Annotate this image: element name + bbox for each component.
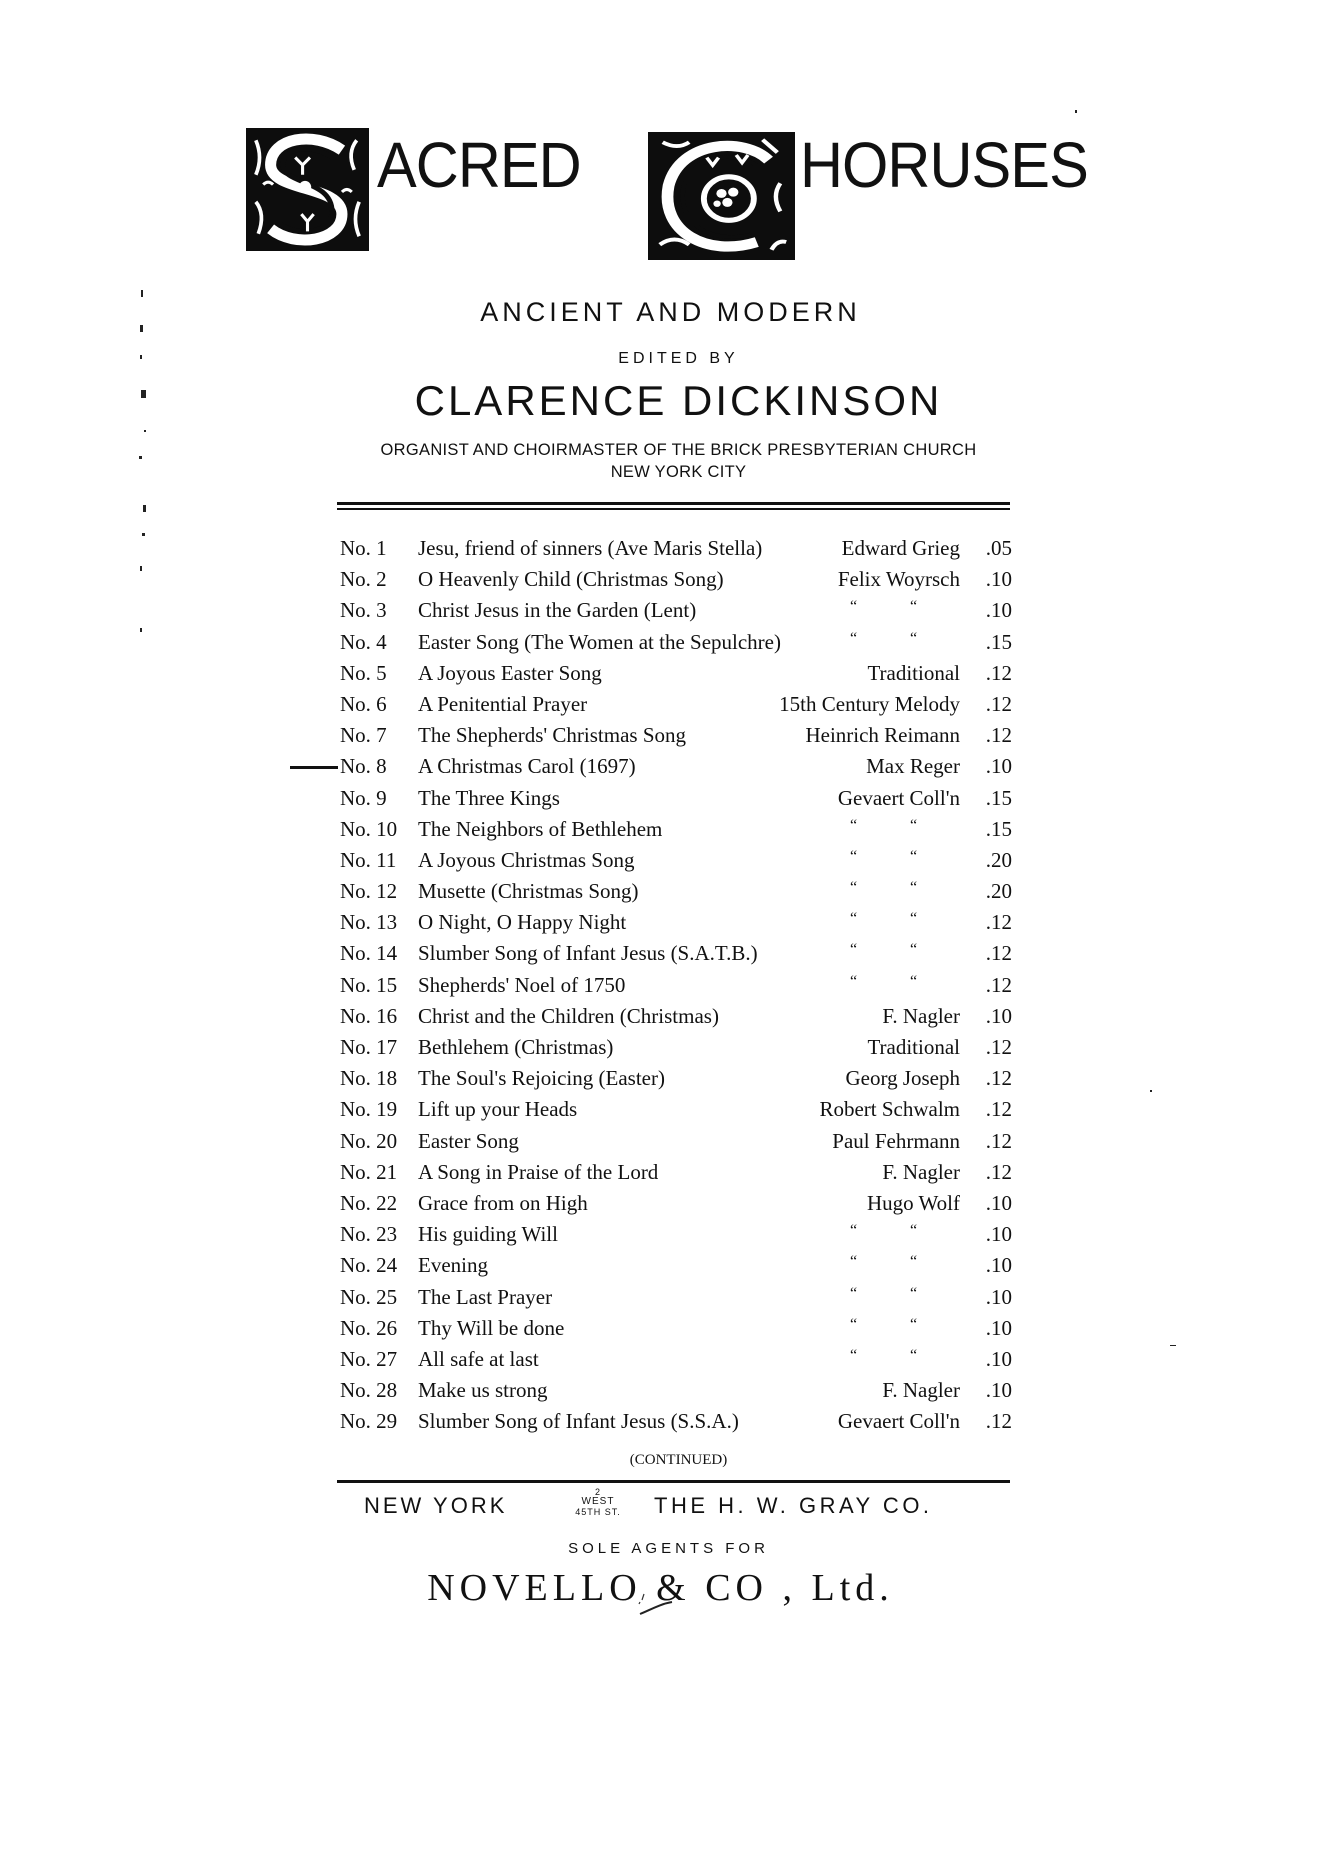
catalog-title: The Last Prayer [418, 1284, 553, 1309]
catalog-price: .15 [985, 816, 1012, 841]
ditto-mark: “ [850, 1253, 858, 1271]
catalog-price: .12 [985, 941, 1012, 966]
catalog-price: .10 [985, 1003, 1012, 1028]
agents-line: SOLE AGENTS FOR [568, 1540, 769, 1557]
ditto-mark: “ [850, 1346, 858, 1364]
agency-name: NOVELLO & CO , Ltd. [427, 1567, 894, 1609]
catalog-title: Christ Jesus in the Garden (Lent) [418, 598, 697, 623]
ditto-mark: “ [850, 598, 858, 616]
top-rule-thick [337, 502, 1010, 505]
catalog-number: No. 13 [340, 910, 398, 935]
publisher-line [360, 1487, 1010, 1533]
catalog-number: No. 8 [340, 754, 387, 779]
ditto-mark: “ [910, 598, 918, 616]
catalog-number: No. 1 [340, 536, 387, 560]
catalog-number: No. 22 [340, 1190, 398, 1215]
catalog-number: No. 28 [340, 1378, 398, 1403]
editor-name: CLARENCE DICKINSON [414, 377, 943, 424]
catalog-title: Slumber Song of Infant Jesus (S.S.A.) [418, 1409, 739, 1434]
catalog-price: .10 [985, 1190, 1012, 1215]
catalog-title: Easter Song [418, 1128, 519, 1153]
catalog-title: Lift up your Heads [418, 1097, 578, 1122]
title-word-choruses: HORUSES [800, 129, 1088, 201]
catalog-price: .12 [985, 660, 1012, 685]
ditto-mark: “ [850, 629, 858, 647]
catalog-row [340, 751, 1012, 782]
ditto-mark: “ [910, 1346, 918, 1364]
catalog-price: .12 [985, 1035, 1012, 1059]
catalog-number: No. 12 [340, 879, 398, 904]
catalog-row [340, 1063, 1012, 1094]
catalog-price: .10 [985, 1253, 1012, 1278]
catalog-title: The Shepherds' Christmas Song [418, 723, 687, 748]
catalog-list [340, 533, 1012, 1437]
catalog-row [340, 689, 1012, 720]
catalog-title: Shepherds' Noel of 1750 [418, 972, 626, 997]
decorative-initial-c [648, 132, 795, 260]
catalog-number: No. 29 [340, 1409, 398, 1434]
catalog-composer: F. Nagler [882, 1378, 960, 1403]
catalog-title: The Neighbors of Bethlehem [418, 816, 663, 841]
catalog-price: .12 [985, 723, 1012, 748]
catalog-row [340, 533, 1012, 564]
catalog-price: .12 [985, 1409, 1012, 1434]
catalog-price: .20 [985, 847, 1012, 872]
catalog-composer: 15th Century Melody [779, 691, 960, 716]
catalog-title: Easter Song (The Women at the Sepulchre) [418, 629, 781, 654]
catalog-price: .12 [985, 1128, 1012, 1153]
ditto-mark: “ [910, 972, 918, 990]
catalog-title: A Joyous Easter Song [418, 660, 602, 685]
publisher-address [558, 1487, 638, 1517]
catalog-price: .10 [985, 1222, 1012, 1247]
catalog-row [340, 1126, 1012, 1157]
catalog-title: A Christmas Carol (1697) [418, 754, 636, 779]
publisher-city: NEW YORK [364, 1493, 508, 1518]
catalog-composer: Max Reger [866, 754, 960, 779]
catalog-number: No. 16 [340, 1003, 398, 1028]
catalog-price: .15 [985, 785, 1012, 810]
catalog-number: No. 20 [340, 1128, 398, 1153]
catalog-number: No. 6 [340, 691, 387, 716]
catalog-composer: Hugo Wolf [866, 1190, 960, 1215]
catalog-number: No. 26 [340, 1315, 398, 1340]
catalog-price: .12 [985, 910, 1012, 935]
catalog-composer: Georg Joseph [845, 1066, 960, 1091]
catalog-price: .10 [985, 1378, 1012, 1403]
ditto-mark: “ [850, 879, 858, 897]
address-street: WEST [581, 1496, 615, 1507]
catalog-price: .10 [985, 1315, 1012, 1340]
catalog-price: .10 [985, 598, 1012, 623]
catalog-number: No. 24 [340, 1253, 398, 1278]
catalog-composer: F. Nagler [882, 1003, 960, 1028]
catalog-number: No. 5 [340, 660, 387, 685]
catalog-title: O Heavenly Child (Christmas Song) [418, 567, 724, 592]
ditto-mark: “ [910, 1253, 918, 1271]
ditto-mark: “ [850, 972, 858, 990]
address-avenue: 45TH ST. [575, 1507, 621, 1517]
ornament-c-icon [648, 132, 795, 260]
ditto-mark: “ [910, 847, 918, 865]
catalog-number: No. 25 [340, 1284, 398, 1309]
ornament-s-icon [246, 128, 369, 251]
publisher-name: THE H. W. GRAY CO. [654, 1493, 933, 1518]
catalog-row [340, 720, 1012, 751]
catalog-composer: Edward Grieg [841, 536, 960, 560]
catalog-row [340, 1375, 1012, 1406]
catalog-price: .12 [985, 1159, 1012, 1184]
catalog-number: No. 17 [340, 1035, 398, 1059]
pen-flourish-icon [630, 1590, 680, 1620]
catalog-number: No. 9 [340, 785, 387, 810]
ditto-mark: “ [850, 847, 858, 865]
catalog-title: Make us strong [418, 1378, 548, 1403]
ditto-mark: “ [910, 816, 918, 834]
catalog-number: No. 18 [340, 1066, 398, 1091]
catalog-row [340, 1344, 1012, 1375]
address-number: 2 [594, 1487, 601, 1497]
ditto-mark: “ [910, 941, 918, 959]
catalog-number: No. 19 [340, 1097, 398, 1122]
catalog-title: Bethlehem (Christmas) [418, 1035, 614, 1059]
ditto-mark: “ [850, 910, 858, 928]
subtitle: ANCIENT AND MODERN [480, 297, 861, 327]
ditto-mark: “ [850, 1315, 858, 1333]
bottom-rule [337, 1480, 1010, 1483]
edited-by-label: EDITED BY [618, 350, 739, 367]
catalog-price: .10 [985, 1284, 1012, 1309]
catalog-price: .12 [985, 972, 1012, 997]
catalog-composer: Heinrich Reimann [805, 723, 960, 748]
catalog-title: A Penitential Prayer [418, 691, 588, 716]
catalog-title: Jesu, friend of sinners (Ave Maris Stella) [418, 536, 763, 560]
catalog-price: .20 [985, 879, 1012, 904]
catalog-title: O Night, O Happy Night [418, 910, 627, 935]
editor-city: NEW YORK CITY [610, 463, 747, 481]
decorative-initial-s [246, 128, 369, 251]
catalog-row [340, 970, 1012, 1001]
catalog-composer: Paul Fehrmann [832, 1128, 960, 1153]
catalog-title: Grace from on High [418, 1190, 588, 1215]
ditto-mark: “ [850, 1284, 858, 1302]
catalog-number: No. 21 [340, 1159, 398, 1184]
catalog-title: All safe at last [418, 1346, 539, 1371]
catalog-number: No. 14 [340, 941, 398, 966]
catalog-title: A Joyous Christmas Song [418, 847, 635, 872]
ditto-mark: “ [910, 879, 918, 897]
catalog-number: No. 2 [340, 567, 387, 592]
catalog-price: .12 [985, 1066, 1012, 1091]
catalog-row [340, 1032, 1012, 1063]
catalog-title: Musette (Christmas Song) [418, 879, 639, 904]
catalog-price: .10 [985, 754, 1012, 779]
catalog-row [340, 1406, 1012, 1437]
catalog-price: .10 [985, 1346, 1012, 1371]
catalog-composer: Traditional [867, 1035, 960, 1059]
catalog-title: A Song in Praise of the Lord [418, 1159, 659, 1184]
catalog-price: .12 [985, 1097, 1012, 1122]
catalog-row [340, 658, 1012, 689]
catalog-price: .05 [985, 536, 1012, 560]
ditto-mark: “ [850, 1222, 858, 1240]
catalog-title: Thy Will be done [418, 1315, 565, 1340]
ditto-mark: “ [850, 816, 858, 834]
catalog-price: .12 [985, 691, 1012, 716]
catalog-number: No. 15 [340, 972, 398, 997]
catalog-title: Evening [418, 1253, 488, 1278]
ditto-mark: “ [850, 941, 858, 959]
catalog-title: His guiding Will [418, 1222, 558, 1247]
catalog-row [340, 1094, 1012, 1125]
catalog-composer: F. Nagler [882, 1159, 960, 1184]
catalog-price: .15 [985, 629, 1012, 654]
catalog-title: The Soul's Rejoicing (Easter) [418, 1066, 665, 1091]
catalog-number: No. 11 [340, 847, 397, 872]
catalog-row [340, 1157, 1012, 1188]
catalog-number: No. 27 [340, 1346, 398, 1371]
ditto-mark: “ [910, 1315, 918, 1333]
ditto-mark: “ [910, 1284, 918, 1302]
top-rule-thin [337, 508, 1010, 510]
ditto-mark: “ [910, 910, 918, 928]
catalog-title: Slumber Song of Infant Jesus (S.A.T.B.) [418, 941, 758, 966]
title-word-sacred: ACRED [377, 129, 581, 201]
catalog-number: No. 23 [340, 1222, 398, 1247]
ditto-mark: “ [910, 629, 918, 647]
editor-position: ORGANIST AND CHOIRMASTER OF THE BRICK PRESBYTERIAN CHURCH [380, 441, 977, 459]
catalog-composer: Gevaert Coll'n [837, 1409, 960, 1434]
catalog-row [340, 1001, 1012, 1032]
catalog-composer: Robert Schwalm [819, 1097, 960, 1122]
ditto-mark: “ [910, 1222, 918, 1240]
continued-label: (CONTINUED) [629, 1452, 728, 1468]
catalog-row [340, 627, 1012, 658]
catalog-price: .10 [985, 567, 1012, 592]
catalog-number: No. 10 [340, 816, 398, 841]
catalog-number: No. 4 [340, 629, 387, 654]
catalog-title: Christ and the Children (Christmas) [418, 1003, 719, 1028]
catalog-number: No. 7 [340, 723, 387, 748]
catalog-composer: Gevaert Coll'n [837, 785, 960, 810]
catalog-composer: Traditional [867, 660, 960, 685]
pencil-mark-dash [290, 766, 338, 769]
catalog-title: The Three Kings [418, 785, 560, 810]
catalog-number: No. 3 [340, 598, 387, 623]
catalog-composer: Felix Woyrsch [837, 567, 960, 592]
